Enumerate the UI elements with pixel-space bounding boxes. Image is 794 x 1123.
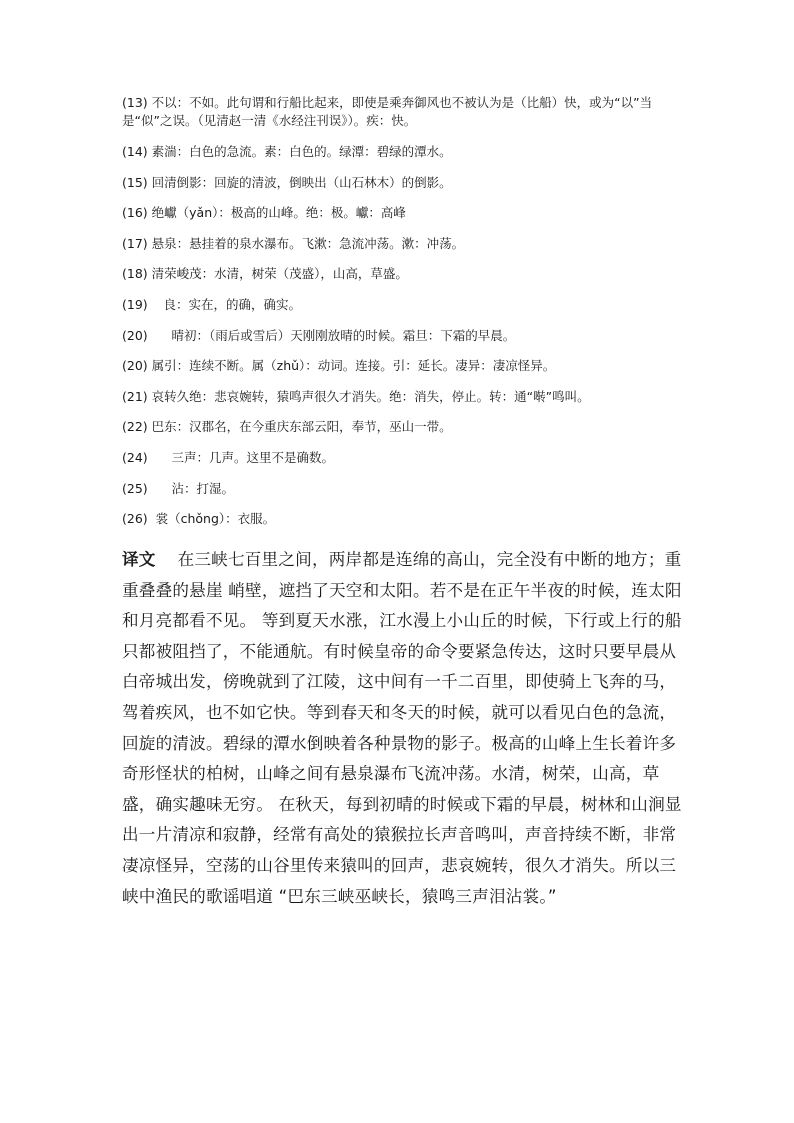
note-13: (13) 不以：不如。此句谓和行船比起来，即使是乘奔御风也不被认为是（比船）快，或为“以”当是“似”之误。（见清赵一清《水经注刊误》）。疾：快。 <box>122 95 653 128</box>
note-14: (14) 素湍：白色的急流。素：白色的。绿潭：碧绿的潭水。 <box>122 144 452 159</box>
note-25: (25) 沾：打湿。 <box>122 480 234 496</box>
translation-text: 在三峡七百里之间，两岸都是连绵的高山，完全没有中断的地方；重重叠叠的悬崖 峭壁，遮挡了天空和太阳。若不是在正午半夜的时候，连太阳和月亮都看不见。 等到夏天水涨，江水漫上小山丘的时候，下行或上行的船只都被阻挡了，不能通航。有时候皇帝的命令要紧急传达，这时只要早晨从白帝城出发，傍晚就到了江陵，这中间有一千二百里，即使骑上飞奔的马，驾着疾风，也不如它快。等到春天和冬天的时候，就可以看见白色的急流，回旋的清波。碧绿的潭水倒映着各种景物的影子。极高的山峰上生长着许多奇形怪状的柏树，山峰之间有悬泉瀑布飞流冲荡。水清，树荣，山高，草盛，确实趣味无穷。 在秋天，每到初晴的时候或下霜的早晨，树林和山涧显出一片清凉和寂静，经常有高处的猿猴拉长声音鸣叫，声音持续不断，非常凄凉怪异，空荡的山谷里传来猿叫的回声，悲哀婉转，很久才消失。所以三峡中渔民的歌谣唱道 “巴东三峡巫峡长，猿鸣三声泪沾裳。” <box>122 550 682 906</box>
note-21: (21) 哀转久绝：悲哀婉转，猿鸣声很久才消失。绝：消失，停止。转：通“啭”鸣叫。 <box>122 388 590 404</box>
translation-paragraph <box>122 545 688 912</box>
translation-label: 译文 <box>122 550 156 569</box>
note-20b: (20) 属引：连续不断。属（zhǔ）：动词。连接。引：延长。凄异：凄凉怪异。 <box>122 358 556 374</box>
note-19: (19) 良：实在，的确，确实。 <box>122 296 302 312</box>
note-17: (17) 悬泉：悬挂着的泉水瀑布。飞漱：急流冲荡。漱：冲荡。 <box>122 235 465 251</box>
note-20a: (20) 晴初：（雨后或雪后）天刚刚放晴的时候。霜旦：下霜的早晨。 <box>122 327 516 343</box>
note-18: (18) 清荣峻茂：水清，树荣（茂盛），山高，草盛。 <box>122 266 408 282</box>
annotation-notes <box>122 94 682 541</box>
note-22: (22) 巴东：汉郡名，在今重庆东部云阳，奉节，巫山一带。 <box>122 419 452 435</box>
note-15: (15) 回清倒影：回旋的清波，倒映出（山石林木）的倒影。 <box>122 174 452 190</box>
note-16: (16) 绝巘（yǎn）：极高的山峰。绝：极。巘：高峰 <box>122 205 406 221</box>
note-26: (26) 裳（chǒng）：衣服。 <box>122 511 276 527</box>
note-24: (24) 三声：几声。这里不是确数。 <box>122 449 335 465</box>
